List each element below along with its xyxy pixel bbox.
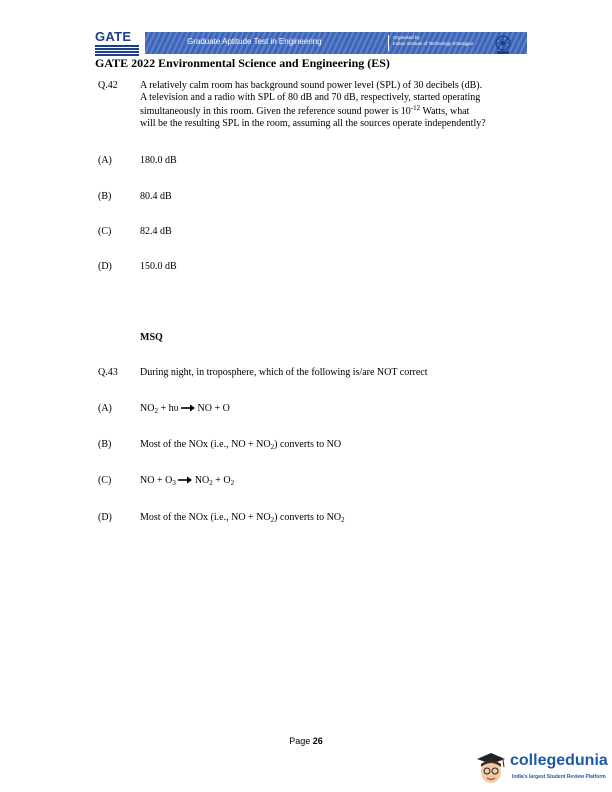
opt-d-end-sub: 2 bbox=[341, 516, 345, 524]
opt-d-sub: 2 bbox=[270, 516, 275, 524]
option-43-b-label: (B) bbox=[98, 439, 112, 450]
question-42-line-3-before: simultaneously in this room. Given the reference sound power is 10 bbox=[140, 106, 411, 118]
opt-a-products: NO + O bbox=[195, 403, 230, 414]
banner-divider bbox=[388, 35, 389, 51]
option-42-a-label: (A) bbox=[98, 155, 112, 166]
question-42-line-3 bbox=[140, 103, 522, 118]
page-number-value: 26 bbox=[312, 736, 323, 746]
question-42-text bbox=[140, 80, 522, 129]
question-43-text: During night, in troposphere, which of the following is/are NOT correct bbox=[140, 367, 428, 378]
opt-b-after: ) converts to NO bbox=[274, 439, 342, 450]
opt-d-text: Most of the NOx (i.e., NO + NO bbox=[140, 512, 271, 523]
opt-d-after: ) converts to NO bbox=[274, 512, 342, 523]
option-43-a-label: (A) bbox=[98, 403, 112, 414]
question-42-line-2: A television and a radio with SPL of 80 dB and 70 dB, respectively, started operating bbox=[140, 91, 481, 103]
opt-a-no2: NO bbox=[140, 403, 155, 414]
opt-c-rhs2: + O bbox=[212, 475, 231, 486]
opt-b-sub: 2 bbox=[270, 443, 275, 451]
option-42-d: 150.0 dB bbox=[140, 261, 177, 272]
opt-c-lhs: NO + O bbox=[140, 475, 173, 486]
option-43-c bbox=[140, 475, 234, 487]
option-42-b: 80.4 dB bbox=[140, 191, 172, 202]
collegedunia-brand: collegedunia bbox=[510, 752, 608, 769]
opt-a-no2-sub: 2 bbox=[154, 407, 158, 415]
option-43-c-label: (C) bbox=[98, 475, 112, 486]
option-42-b-label: (B) bbox=[98, 191, 112, 202]
section-heading-msq: MSQ bbox=[140, 332, 163, 343]
gate-logo bbox=[95, 30, 139, 58]
question-42-line-4: will be the resulting SPL in the room, assuming all the sources operate independently? bbox=[140, 117, 486, 129]
collegedunia-logo bbox=[474, 748, 612, 788]
opt-c-rhs1-sub: 2 bbox=[209, 479, 213, 487]
question-number-42: Q.42 bbox=[98, 80, 118, 91]
question-42-line-1: A relatively calm room has background sound power level (SPL) of 30 decibels (dB). bbox=[140, 80, 483, 91]
opt-a-photon: + hυ bbox=[157, 403, 182, 414]
student-mascot-icon bbox=[474, 750, 508, 786]
question-number-43: Q.43 bbox=[98, 367, 118, 378]
option-43-d-label: (D) bbox=[98, 512, 112, 523]
banner-organizer bbox=[393, 35, 473, 47]
organizer-name: Indian Institute of Technology Kharagpur bbox=[393, 41, 474, 46]
option-42-a: 180.0 dB bbox=[140, 155, 177, 166]
iit-emblem-icon bbox=[492, 33, 514, 55]
document-title: GATE 2022 Environmental Science and Engineering (ES) bbox=[95, 56, 390, 70]
banner-title: Graduate Aptitude Test in Engineering bbox=[187, 37, 322, 46]
page-number bbox=[0, 736, 612, 746]
option-43-b bbox=[140, 439, 341, 451]
question-42-exponent: -12 bbox=[410, 104, 421, 113]
opt-b-text: Most of the NOx (i.e., NO + NO bbox=[140, 439, 271, 450]
opt-c-rhs1: NO bbox=[192, 475, 210, 486]
reaction-arrow-icon bbox=[178, 476, 192, 484]
reaction-arrow-icon bbox=[181, 404, 195, 412]
option-42-c-label: (C) bbox=[98, 226, 112, 237]
option-43-d bbox=[140, 512, 345, 524]
option-43-a bbox=[140, 403, 230, 415]
option-42-c: 82.4 dB bbox=[140, 226, 172, 237]
collegedunia-tagline: India's largest Student Review Platform bbox=[512, 774, 606, 780]
opt-c-rhs2-sub: 2 bbox=[230, 479, 235, 487]
question-42-line-3-after: Watts, what bbox=[420, 106, 470, 118]
organized-by-label: Organised by bbox=[393, 35, 420, 40]
gate-banner bbox=[145, 32, 527, 54]
page-label: Page bbox=[289, 736, 311, 746]
opt-c-lhs-sub: 3 bbox=[172, 479, 176, 487]
option-42-d-label: (D) bbox=[98, 261, 112, 272]
gate-logo-text: GATE bbox=[95, 29, 132, 44]
